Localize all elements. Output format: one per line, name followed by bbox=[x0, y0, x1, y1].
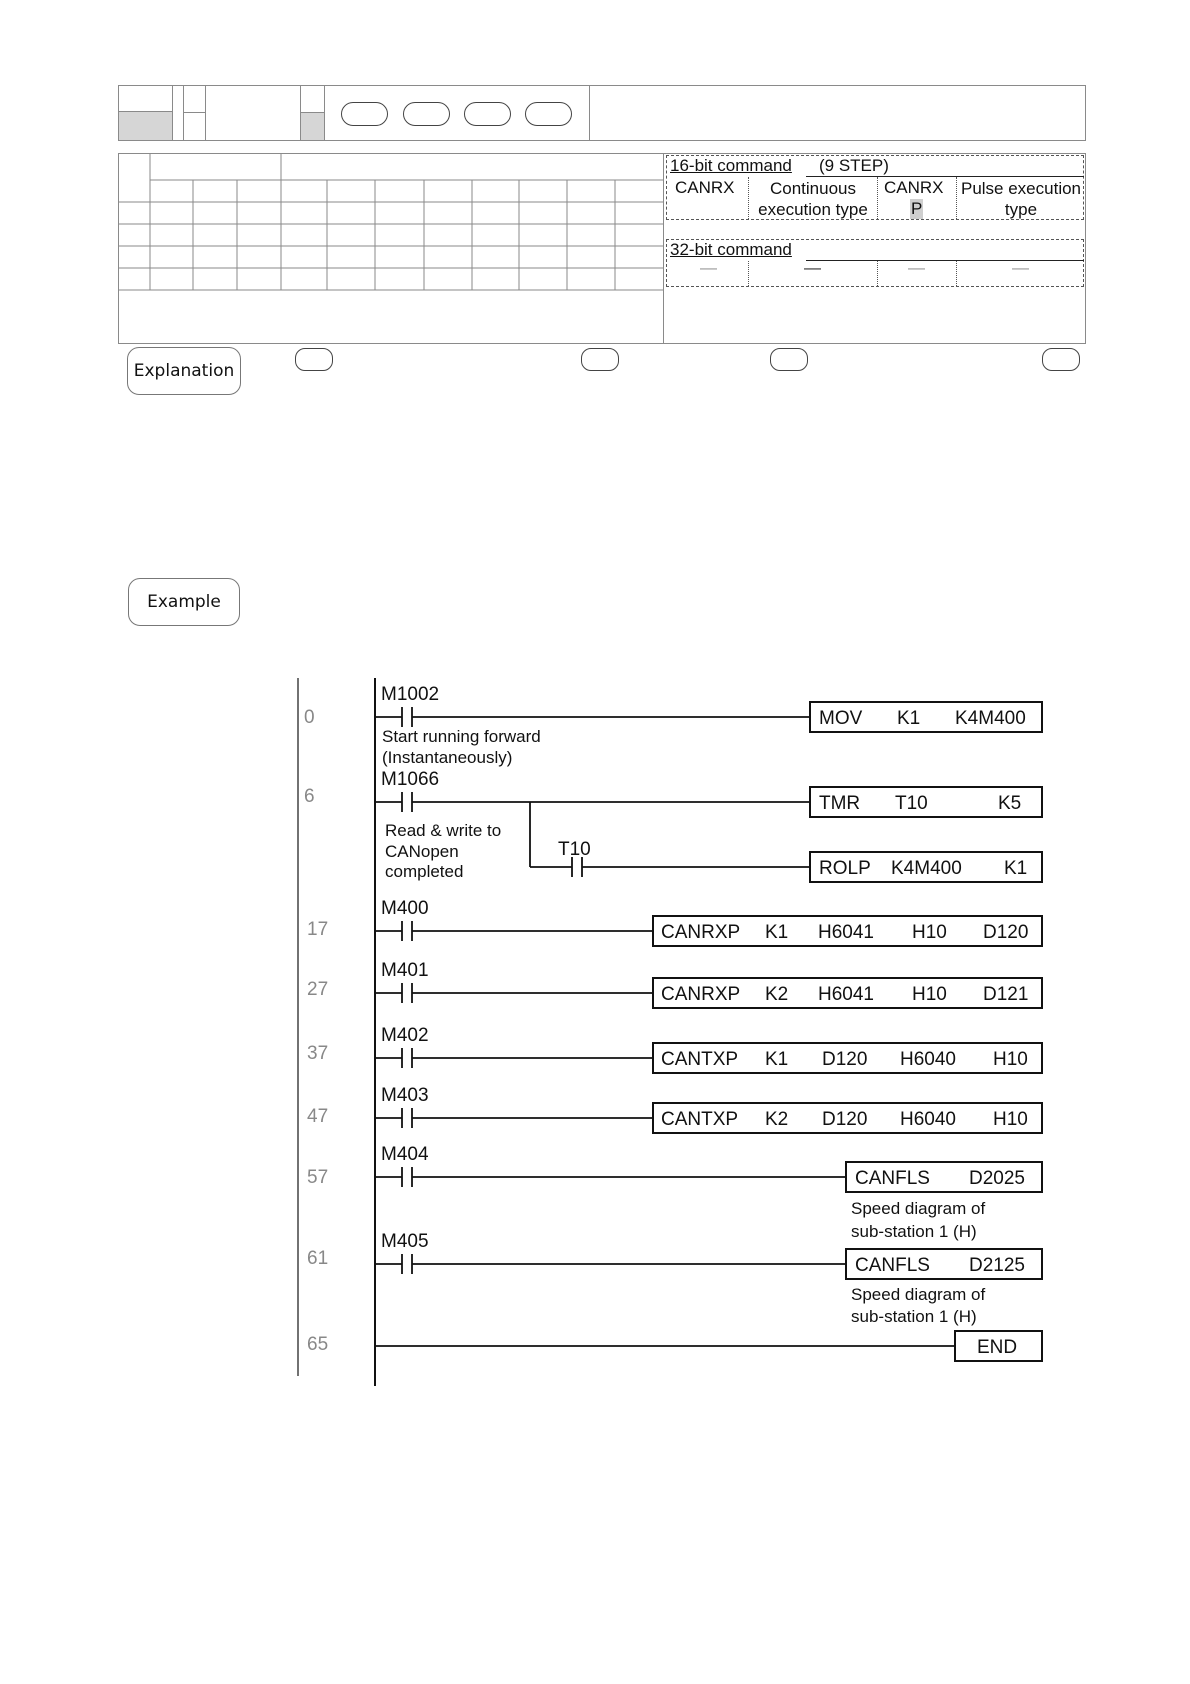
instruction-mnemonic: CANTXP bbox=[661, 1049, 739, 1070]
cmd16-cont-name: CANRX bbox=[675, 178, 735, 197]
instruction-operand: D120 bbox=[822, 1049, 868, 1070]
cmd32-dash: — bbox=[700, 258, 717, 277]
instruction-operand: K4M400 bbox=[955, 708, 1026, 729]
instruction-mnemonic: CANRXP bbox=[661, 922, 741, 943]
rung-comment: completed bbox=[385, 862, 464, 881]
rung-comment: (Instantaneously) bbox=[382, 748, 513, 767]
contact-label: M401 bbox=[381, 960, 429, 981]
contact-label: M1002 bbox=[381, 684, 440, 705]
instruction-operand: H10 bbox=[912, 922, 947, 943]
step-number: 61 bbox=[307, 1248, 329, 1269]
instruction-operand: K2 bbox=[765, 984, 789, 1005]
rung-comment: Speed diagram of bbox=[851, 1199, 986, 1218]
contact-label: T10 bbox=[558, 839, 591, 860]
rung-comment: sub-station 1 (H) bbox=[851, 1222, 977, 1241]
cmd32-dash: — bbox=[908, 258, 925, 277]
instruction-mnemonic: ROLP bbox=[819, 858, 871, 879]
contact-label: M405 bbox=[381, 1231, 429, 1252]
instruction-operand: K2 bbox=[765, 1109, 789, 1130]
instruction-mnemonic: CANFLS bbox=[855, 1168, 930, 1189]
step-number: 17 bbox=[307, 919, 329, 940]
instruction-operand: H10 bbox=[993, 1049, 1028, 1070]
rung-comment: sub-station 1 (H) bbox=[851, 1307, 977, 1326]
rung-comment: Read & write to bbox=[385, 821, 502, 840]
instruction-mnemonic: CANTXP bbox=[661, 1109, 739, 1130]
step-number: 0 bbox=[304, 707, 315, 728]
instruction-mnemonic: CANRXP bbox=[661, 984, 741, 1005]
step-number: 57 bbox=[307, 1167, 329, 1188]
cmd16-pulse-suffix: P bbox=[911, 199, 923, 218]
instruction-operand: D121 bbox=[983, 984, 1029, 1005]
instruction-operand: D2025 bbox=[969, 1168, 1025, 1189]
instruction-mnemonic: MOV bbox=[819, 708, 863, 729]
instruction-operand: T10 bbox=[895, 793, 928, 814]
instruction-mnemonic: END bbox=[977, 1337, 1018, 1358]
cmd16-cont-type: Continuous execution type bbox=[758, 179, 868, 219]
rung-comment: Start running forward bbox=[382, 727, 541, 746]
step-number: 47 bbox=[307, 1106, 329, 1127]
instruction-operand: D2125 bbox=[969, 1255, 1025, 1276]
cmd32-dash: — bbox=[1012, 258, 1029, 277]
cmd32-dash: — bbox=[804, 258, 821, 277]
instruction-operand: D120 bbox=[822, 1109, 868, 1130]
instruction-operand: K1 bbox=[765, 922, 789, 943]
step-number: 37 bbox=[307, 1043, 329, 1064]
cmd16-pulse-type: Pulse execution type bbox=[960, 179, 1082, 219]
instruction-operand: H10 bbox=[912, 984, 947, 1005]
rung-comment: Speed diagram of bbox=[851, 1285, 986, 1304]
instruction-operand: H6040 bbox=[900, 1049, 956, 1070]
contact-label: M403 bbox=[381, 1085, 429, 1106]
step-number: 65 bbox=[307, 1334, 329, 1355]
rung-comment: CANopen bbox=[385, 842, 459, 861]
step-number: 6 bbox=[304, 786, 315, 807]
instruction-operand: H10 bbox=[993, 1109, 1028, 1130]
instruction-operand: H6041 bbox=[818, 922, 874, 943]
instruction-operand: H6040 bbox=[900, 1109, 956, 1130]
instruction-operand: K1 bbox=[897, 708, 921, 729]
cmd16-steps: (9 STEP) bbox=[819, 156, 889, 175]
explanation-label: Explanation bbox=[127, 347, 241, 395]
instruction-operand: K4M400 bbox=[891, 858, 962, 879]
cmd16-label: 16-bit command bbox=[670, 156, 792, 175]
instruction-operand: K5 bbox=[998, 793, 1022, 814]
instruction-mnemonic: TMR bbox=[819, 793, 861, 814]
contact-label: M404 bbox=[381, 1144, 429, 1165]
cmd16-pulse-name: CANRX bbox=[884, 178, 944, 197]
contact-label: M1066 bbox=[381, 769, 440, 790]
instruction-mnemonic: CANFLS bbox=[855, 1255, 930, 1276]
instruction-operand: K1 bbox=[765, 1049, 789, 1070]
example-label: Example bbox=[128, 578, 240, 626]
contact-label: M402 bbox=[381, 1025, 429, 1046]
cmd32-label: 32-bit command bbox=[670, 240, 792, 259]
instruction-operand: D120 bbox=[983, 922, 1029, 943]
instruction-operand: K1 bbox=[1004, 858, 1028, 879]
contact-label: M400 bbox=[381, 898, 429, 919]
instruction-operand: H6041 bbox=[818, 984, 874, 1005]
step-number: 27 bbox=[307, 979, 329, 1000]
